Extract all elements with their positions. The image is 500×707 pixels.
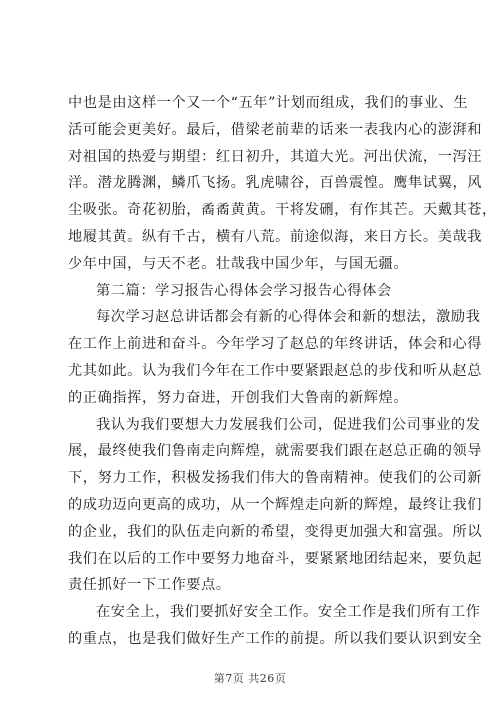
body-line: 地履其黄。纵有千古，横有八荒。前途似海，来日方长。美哉我 [68, 228, 483, 245]
body-line: 的正确指挥，努力奋进，开创我们大鲁南的新辉煌。 [68, 389, 409, 406]
section-heading: 第二篇：学习报告心得体会学习报告心得体会 [96, 282, 392, 299]
paragraph-start: 在安全上，我们要抓好安全工作。安全工作是我们所有工作 [96, 604, 481, 621]
paragraph-start: 我认为我们要想大力发展我们公司，促进我们公司事业的发 [96, 416, 481, 433]
body-line: 展，最终使我们鲁南走向辉煌，就需要我们跟在赵总正确的领导 [68, 443, 483, 460]
body-line: 活可能会更美好。最后，借梁老前辈的话来一表我内心的澎湃和 [68, 121, 483, 138]
body-line: 的成功迈向更高的成功，从一个辉煌走向新的辉煌，最终让我们 [68, 496, 483, 513]
body-line: 洋。潜龙腾渊，鳞爪飞扬。乳虎啸谷，百兽震惶。鹰隼试翼，风 [68, 175, 483, 192]
document-body [68, 94, 497, 657]
body-line: 中也是由这样一个又一个“五年”计划而组成，我们的事业、生 [68, 95, 469, 111]
body-line: 的重点，也是我们做好生产工作的前提。所以我们要认识到安全 [68, 630, 483, 647]
body-line: 尤其如此。认为我们今年在工作中要紧跟赵总的步伐和听从赵总 [68, 362, 483, 379]
paragraph-start: 每次学习赵总讲话都会有新的心得体会和新的想法，激励我 [96, 309, 481, 326]
body-line: 少年中国，与天不老。壮哉我中国少年，与国无疆。 [68, 255, 409, 272]
body-line: 尘吸张。奇花初胎，矞矞黄黄。干将发硎，有作其芒。天戴其苍， [68, 202, 497, 219]
body-line: 对祖国的热爱与期望：红日初升，其道大光。河出伏流，一泻汪 [68, 148, 483, 165]
page-number-footer: 第7页 共26页 [213, 672, 287, 685]
body-line: 我们在以后的工作中要努力地奋斗，要紧紧地团结起来，要负起 [68, 550, 483, 567]
body-line: 的企业，我们的队伍走向新的希望，变得更加强大和富强。所以 [68, 523, 483, 540]
body-line: 下，努力工作，积极发扬我们伟大的鲁南精神。使我们的公司新 [68, 470, 483, 487]
body-line: 责任抓好一下工作要点。 [68, 577, 231, 594]
body-line: 在工作上前进和奋斗。今年学习了赵总的年终讲话，体会和心得 [68, 336, 483, 353]
